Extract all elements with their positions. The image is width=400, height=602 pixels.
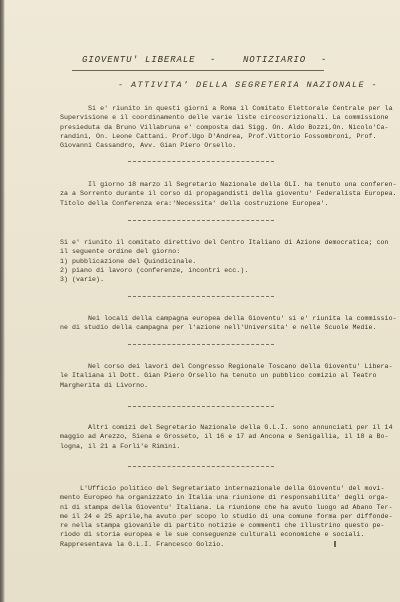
header-dash: - <box>321 55 328 65</box>
scan-edge <box>0 0 5 602</box>
section-divider <box>128 161 274 162</box>
news-paragraph-4: Nei locali della campagna europea della Gioventu' si e' riunita la commissio- ne di studio della campagna per l'azione nell'Universita' e nelle Scuole Medie. <box>60 315 397 332</box>
section-divider <box>128 466 274 467</box>
section-divider <box>128 344 274 345</box>
header-rule <box>72 70 324 71</box>
header-dash: - <box>210 55 217 65</box>
newsletter-title: GIOVENTU' LIBERALE <box>82 55 196 65</box>
news-paragraph-6: Altri comizi del Segretario Nazionale della G.L.I. sono annunciati per il 14 maggio ad Arezzo, Siena e Grosseto, il 16 e 17 ad Ancona e Senigallia, il 18 a Bo- logna, il 21 a Forli'e Rimini. <box>60 424 393 450</box>
news-paragraph-5: Nel corso dei lavori del Congresso Regionale Toscano della Gioventu' Libera- le Italiana il Dott. Gian Piero Orsello ha tenuto un pubblico comizio al Teatro Margherita di Livorno. <box>60 363 393 389</box>
section-subtitle: - ATTIVITA' DELLA SEGRETERIA NAZIONALE - <box>118 80 379 90</box>
news-paragraph-7: L'Ufficio politico del Segretariato internazionale della Gioventu' del movi- mento Europeo ha organizzato in Italia una riunione di responsabilita' degli orga- ni di stampa della Gioventu' Italiana. La riunione che ha avuto luogo ad Abano Ter- me il 24 e 25 aprile,ha avuto per scopo lo studio di una comune forma per diffonde- re nella stampa giovanile di partito notizie e commenti che illustrino questo pe- riodo di storia europea e le sue conseguenze culturali economiche e sociali. Rappresentava la G.L.I. Francesco Golzio. <box>60 485 393 548</box>
news-paragraph-1: Si e' riunito in questi giorni a Roma il Comitato Elettorale Centrale per la Supervisione e il coordinamento delle varie liste circoscrizionali. La commissione presieduta da Bruno Villabruna e' composta dai Sigg. On. Aldo Bozzi,On. Nicolo'Ca- randini, On. Leone Cattani. Prof.Ugo D'Andrea, Prof.Vittorio Fossombroni, Prof. Giovanni Cassandro, Avv. Gian Piero Orsello. <box>60 105 393 150</box>
section-divider <box>128 220 274 221</box>
news-paragraph-3: Si e' riunito il comitato direttivo del Centro Italiano di Azione democratica; con il seguente ordine del giorno: 1) pubblicazione del Quindicinale. 2) piano di lavoro (conferenze, incontri ecc.). 3) (varie). <box>60 239 389 284</box>
newsletter-section: NOTIZIARIO <box>243 55 307 65</box>
news-paragraph-2: Il giorno 18 marzo il Segretario Nazionale della GLI. ha tenuto una conferen- za a Sorrento durante il corso di propagandisti della gioventu' Federalista Europea. Titolo della Conferenza era:'Necessita' della costruzione Europea'. <box>60 181 397 207</box>
page-mark <box>334 541 336 547</box>
section-divider <box>128 406 274 407</box>
section-divider <box>128 296 274 297</box>
